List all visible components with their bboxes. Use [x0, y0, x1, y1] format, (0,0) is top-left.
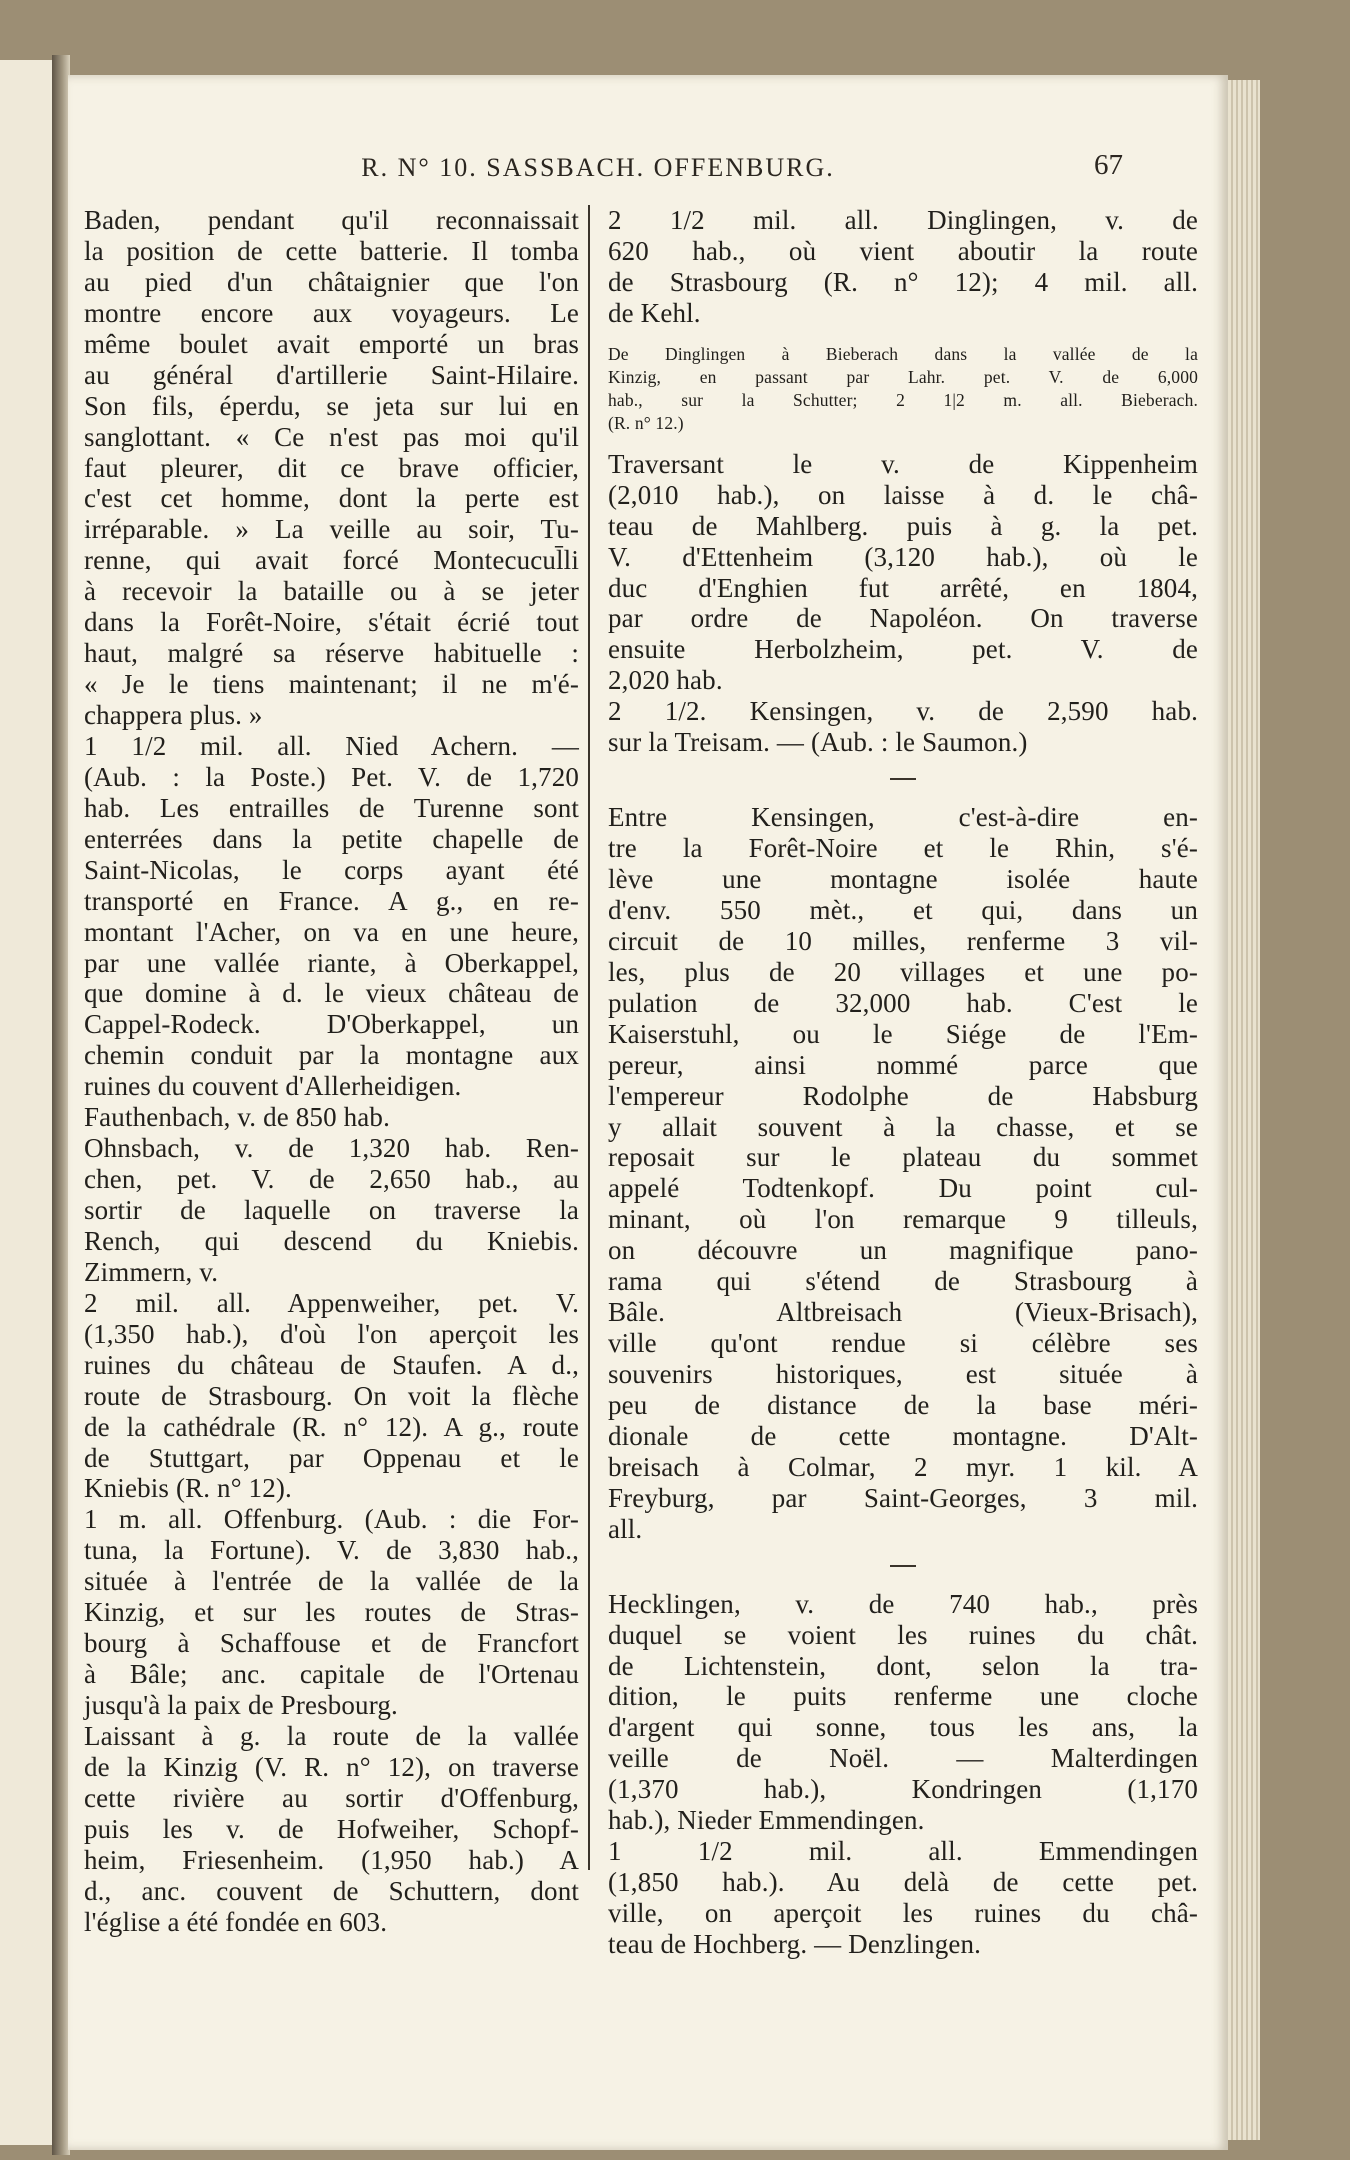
text-line: 1 m. all. Offenburg. (Aub. : die For-: [84, 1504, 579, 1535]
text-line: V. d'Ettenheim (3,120 hab.), où le: [608, 541, 1198, 572]
text-line: (Aub. : la Poste.) Pet. V. de 1,720: [84, 761, 579, 792]
book-page: [68, 75, 1228, 2150]
right-paragraph-kippenheim: [608, 449, 1198, 758]
text-line: l'église a été fondée en 603.: [84, 1906, 388, 1937]
text-line: souvenirs historiques, est située à: [608, 1359, 1198, 1389]
text-line: tre la Forêt-Noire et le Rhin, s'é-: [608, 833, 1198, 864]
text-line: faut pleurer, dit ce brave officier,: [84, 452, 579, 483]
text-line: veille de Noël. — Malterdingen: [608, 1743, 1198, 1774]
text-line: bourg à Schaffouse et de Francfort: [84, 1628, 579, 1659]
text-line: ruines du château de Staufen. A d.,: [84, 1349, 579, 1380]
text-line: hab., sur la Schutter; 2 1|2 m. all. Bieberach.: [608, 389, 1198, 410]
text-line: à recevoir la bataille ou à se jeter: [84, 576, 579, 607]
text-line: au pied d'un châtaignier que l'on: [84, 266, 579, 297]
text-line: teau de Hochberg. — Denzlingen.: [608, 1928, 982, 1959]
text-line: all.: [608, 1513, 643, 1544]
text-line: les, plus de 20 villages et une po-: [608, 956, 1198, 987]
text-line: dans la Forêt-Noire, s'était écrié tout: [84, 607, 579, 638]
text-line: Saint-Nicolas, le corps ayant été: [84, 854, 579, 885]
text-line: Traversant le v. de Kippenheim: [608, 448, 1198, 479]
text-line: sortir de laquelle on traverse la: [84, 1195, 579, 1225]
text-line: 620 hab., où vient aboutir la route: [608, 235, 1198, 266]
text-line: 2 mil. all. Appenweiher, pet. V.: [84, 1287, 579, 1318]
text-line: ruines du couvent d'Allerheidigen.: [84, 1071, 462, 1102]
text-line: appelé Todtenkopf. Du point cul-: [608, 1173, 1198, 1204]
text-line: Baden, pendant qu'il reconnaissait: [84, 205, 579, 235]
text-line: on découvre un magnifique pano-: [608, 1235, 1198, 1266]
text-line: que domine à d. le vieux château de: [84, 978, 579, 1009]
spacer: [608, 329, 1198, 343]
text-line: Kinzig, en passant par Lahr. pet. V. de 6,000: [608, 366, 1198, 387]
page-number: 67: [1094, 149, 1123, 181]
text-line: 1 1/2 mil. all. Nied Achern. —: [84, 730, 579, 761]
text-line: de Kehl.: [608, 297, 701, 328]
text-line: reposait sur le plateau du sommet: [608, 1142, 1198, 1173]
text-line: jusqu'à la paix de Presbourg.: [84, 1690, 398, 1720]
text-line: hab.), Nieder Emmendingen.: [608, 1805, 925, 1836]
text-line: (2,010 hab.), on laisse à d. le châ-: [608, 479, 1198, 510]
text-line: chen, pet. V. de 2,650 hab., au: [84, 1164, 579, 1195]
text-line: à Bâle; anc. capitale de l'Ortenau: [84, 1659, 579, 1690]
running-head: R. N° 10. SASSBACH. OFFENBURG.: [361, 153, 835, 182]
text-line: heim, Friesenheim. (1,950 hab.) A: [84, 1844, 579, 1875]
text-line: cette rivière au sortir d'Offenburg,: [84, 1782, 579, 1813]
text-line: c'est cet homme, dont la perte est: [84, 483, 579, 514]
text-line: irréparable. » La veille au soir, Tu-: [84, 514, 579, 545]
right-paragraph-hecklingen: [608, 1589, 1198, 1960]
text-line: ville qu'ont rendue si célèbre ses: [608, 1328, 1198, 1359]
text-line: (1,370 hab.), Kondringen (1,170: [608, 1774, 1198, 1805]
text-line: pulation de 32,000 hab. C'est le: [608, 987, 1198, 1018]
spacer: [608, 435, 1198, 449]
text-line: tuna, la Fortune). V. de 3,830 hab.,: [84, 1535, 579, 1566]
text-line: chappera plus. »: [84, 700, 263, 730]
text-line: Rench, qui descend du Kniebis.: [84, 1225, 579, 1256]
text-line: minant, où l'on remarque 9 tilleuls,: [608, 1204, 1198, 1235]
text-line: montre encore aux voyageurs. Le: [84, 297, 579, 328]
text-line: chemin conduit par la montagne aux: [84, 1040, 579, 1071]
text-line: teau de Mahlberg. puis à g. la pet.: [608, 510, 1198, 541]
text-line: Son fils, éperdu, se jeta sur lui en: [84, 390, 579, 421]
text-line: breisach à Colmar, 2 myr. 1 kil. A: [608, 1451, 1198, 1482]
text-line: 2 1/2 mil. all. Dinglingen, v. de: [608, 205, 1198, 235]
text-line: « Je le tiens maintenant; il ne m'é-: [84, 669, 579, 700]
text-line: peu de distance de la base méri-: [608, 1389, 1198, 1420]
text-line: d'env. 550 mèt., et qui, dans un: [608, 894, 1198, 925]
text-line: de la Kinzig (V. R. n° 12), on traverse: [84, 1751, 579, 1782]
text-line: par ordre de Napoléon. On traverse: [608, 603, 1198, 634]
text-line: Freyburg, par Saint-Georges, 3 mil.: [608, 1482, 1198, 1513]
text-line: d'argent qui sonne, tous les ans, la: [608, 1712, 1198, 1743]
text-line: par une vallée riante, à Oberkappel,: [84, 947, 579, 978]
text-line: route de Strasbourg. On voit la flèche: [84, 1380, 579, 1411]
section-dash: [608, 758, 1198, 802]
text-line: l'empereur Rodolphe de Habsburg: [608, 1080, 1198, 1111]
text-line: hab. Les entrailles de Turenne sont: [84, 792, 579, 823]
text-line: d., anc. couvent de Schuttern, dont: [84, 1875, 579, 1906]
page-header: [68, 147, 1228, 187]
text-line: puis les v. de Hofweiher, Schopf-: [84, 1813, 579, 1844]
text-line: Bâle. Altbreisach (Vieux-Brisach),: [608, 1297, 1198, 1328]
text-line: Fauthenbach, v. de 850 hab.: [84, 1102, 390, 1133]
left-column: [84, 205, 579, 1938]
text-line: 2,020 hab.: [608, 665, 723, 696]
text-line: (1,350 hab.), d'où l'on aperçoit les: [84, 1318, 579, 1349]
text-line: de Stuttgart, par Oppenau et le: [84, 1442, 579, 1473]
text-line: renne, qui avait forcé Montecucul̄li: [84, 545, 579, 576]
text-line: duc d'Enghien fut arrêté, en 1804,: [608, 572, 1198, 603]
text-line: lève une montagne isolée haute: [608, 864, 1198, 894]
text-line: sanglottant. « Ce n'est pas moi qu'il: [84, 421, 579, 452]
text-line: circuit de 10 milles, renferme 3 vil-: [608, 925, 1198, 956]
text-line: Kaiserstuhl, ou le Siége de l'Em-: [608, 1018, 1198, 1049]
right-column: [608, 205, 1198, 1960]
text-line: (R. n° 12.): [608, 412, 684, 433]
text-line: duquel se voient les ruines du chât.: [608, 1619, 1198, 1650]
text-line: Kinzig, et sur les routes de Stras-: [84, 1597, 579, 1628]
text-line: transporté en France. A g., en re-: [84, 885, 579, 916]
text-line: de la cathédrale (R. n° 12). A g., route: [84, 1411, 579, 1442]
text-line: Entre Kensingen, c'est-à-dire en-: [608, 802, 1198, 833]
text-line: dionale de cette montagne. D'Alt-: [608, 1420, 1198, 1451]
text-line: 1 1/2 mil. all. Emmendingen: [608, 1836, 1198, 1867]
text-line: Cappel-Rodeck. D'Oberkappel, un: [84, 1009, 579, 1040]
right-paragraph-dinglingen: [608, 205, 1198, 329]
right-paragraph-kaiserstuhl: [608, 802, 1198, 1545]
text-line: (1,850 hab.). Au delà de cette pet.: [608, 1867, 1198, 1898]
page-block-edge: [1228, 80, 1260, 2140]
previous-page-edge: [0, 60, 54, 2145]
text-line: au général d'artillerie Saint-Hilaire.: [84, 359, 579, 390]
footnote-bieberach: [608, 343, 1198, 435]
text-line: Ohnsbach, v. de 1,320 hab. Ren-: [84, 1133, 579, 1164]
text-line: Zimmern, v.: [84, 1256, 219, 1287]
text-line: sur la Treisam. — (Aub. : le Saumon.): [608, 727, 1028, 758]
text-line: ville, on aperçoit les ruines du châ-: [608, 1898, 1198, 1928]
text-line: rama qui s'étend de Strasbourg à: [608, 1266, 1198, 1297]
text-line: haut, malgré sa réserve habituelle :: [84, 638, 579, 669]
text-line: ensuite Herbolzheim, pet. V. de: [608, 634, 1198, 665]
text-line: même boulet avait emporté un bras: [84, 328, 579, 359]
text-line: De Dinglingen à Bieberach dans la vallée de la: [608, 343, 1198, 364]
text-line: montant l'Acher, on va en une heure,: [84, 916, 579, 947]
text-line: de Strasbourg (R. n° 12); 4 mil. all.: [608, 266, 1198, 297]
text-line: la position de cette batterie. Il tomba: [84, 235, 579, 266]
section-dash: [608, 1545, 1198, 1589]
text-line: de Lichtenstein, dont, selon la tra-: [608, 1650, 1198, 1681]
text-line: dition, le puits renferme une cloche: [608, 1681, 1198, 1712]
text-line: Laissant à g. la route de la vallée: [84, 1720, 579, 1751]
text-line: 2 1/2. Kensingen, v. de 2,590 hab.: [608, 696, 1198, 727]
text-line: située à l'entrée de la vallée de la: [84, 1566, 579, 1597]
column-rule: [588, 205, 590, 1870]
text-line: y allait souvent à la chasse, et se: [608, 1111, 1198, 1142]
text-line: Kniebis (R. n° 12).: [84, 1473, 292, 1504]
text-line: enterrées dans la petite chapelle de: [84, 823, 579, 854]
text-line: Hecklingen, v. de 740 hab., près: [608, 1588, 1198, 1619]
text-line: pereur, ainsi nommé parce que: [608, 1049, 1198, 1080]
